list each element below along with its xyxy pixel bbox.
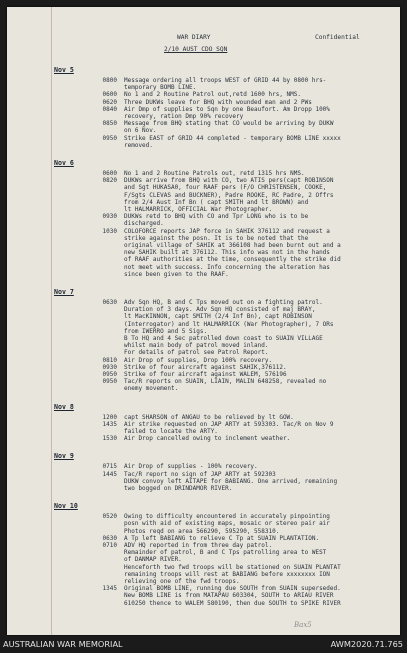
entry-text xyxy=(124,135,394,149)
entry-line: strike against the posn. It is to be noted that the xyxy=(124,234,309,242)
entry-line: lt MacKINNON, capt SMITH (2/4 Inf Bn), capt ROBINSON xyxy=(124,313,312,321)
initials-signature: Bax5 xyxy=(294,621,312,629)
entry-line: Tac/R reports on SUAIN, LIAIN, MALIN 648258, revealed no xyxy=(124,378,327,386)
entry-line: enemy movement. xyxy=(124,385,179,393)
entry-time: 0810 xyxy=(102,356,117,364)
entry-line: Strike of four aircraft against SAHIK,376112. xyxy=(124,363,287,371)
entry-line: B To HQ and 4 Sec patrolled down coast to SUAIN VILLAGE xyxy=(124,334,323,342)
entry-time: 0930 xyxy=(102,213,117,221)
entry-line: failed to locate the ARTY. xyxy=(124,427,218,435)
entry-time: 0950 xyxy=(102,378,117,386)
archive-footer xyxy=(0,636,407,653)
entry-date: Nov 6 xyxy=(54,159,74,167)
entry-text xyxy=(124,228,394,278)
entry-text xyxy=(124,585,394,607)
doc-type-heading: WAR DIARY xyxy=(177,34,211,41)
entry-line: Henceforth two fwd troops will be stationed on SUAIN PLANTAT xyxy=(124,563,341,571)
entry-line: Air Drop of supplies - 100% recovery. xyxy=(124,463,258,471)
entry-line: capt SHARSON of ANGAU to be relieved by lt GOW. xyxy=(124,413,294,421)
entry-text xyxy=(124,378,394,392)
archive-name: AUSTRALIAN WAR MEMORIAL xyxy=(3,639,123,649)
entry-text xyxy=(124,371,394,378)
entry-line: lt HALMARRICK, OFFICIAL War Photographer. xyxy=(124,205,273,213)
entry-line: DUKWs arrive from BHQ with CO, two ATIS pers(capt ROBINSON xyxy=(124,177,334,185)
entry-line: new SAHIK built at 376112. This info was not in the hands xyxy=(124,249,330,257)
entry-text xyxy=(124,364,394,371)
unit-heading: 2/10 AUST CDO SQN xyxy=(164,46,228,53)
entry-text xyxy=(124,421,394,435)
entry-line: A Tp left BABIANG to relieve C Tp at SUAIN PLANTATION. xyxy=(124,534,320,542)
entry-line: COLOFORCE reports JAP force in SAHIK 376112 and request a xyxy=(124,227,330,235)
entry-time: 0600 xyxy=(102,91,117,99)
entry-time: 0710 xyxy=(102,542,117,549)
entry-line: of RAAF authorities at the time, consequently the strike did xyxy=(124,256,341,264)
entry-text xyxy=(124,99,394,106)
entry-line: posn with aid of existing maps, mosaic or stereo pair air xyxy=(124,520,330,528)
entry-text xyxy=(124,357,394,364)
entry-time: 0930 xyxy=(102,363,117,371)
margin-rule xyxy=(51,7,52,635)
entry-date: Nov 7 xyxy=(54,288,74,296)
entry-line: 610250 thence to WALEM 580190, then due SOUTH to SPIKE RIVER xyxy=(124,599,341,607)
entry-time: 0520 xyxy=(102,513,117,521)
entry-time: 1445 xyxy=(102,470,117,478)
entry-time: 1435 xyxy=(102,420,117,428)
entry-line: Tac/R report no sign of JAP ARTY at 592303 xyxy=(124,470,276,478)
entry-line: Message from BHQ stating that CO would be arriving by DUKW xyxy=(124,120,334,128)
entry-text xyxy=(124,213,394,227)
entry-line: removed. xyxy=(124,141,153,149)
entry-text xyxy=(124,435,394,442)
entry-line: Message ordering all troops WEST of GRID 44 by 0800 hrs- xyxy=(124,77,327,84)
entry-line: DUKW convoy left AITAPE for BABIANG. One arrived, remaining xyxy=(124,477,338,485)
entry-text xyxy=(124,91,394,98)
entry-text xyxy=(124,170,394,177)
diary-page xyxy=(7,7,400,635)
entry-line: Three DUKWs leave for BHQ with wounded man and 2 PWs xyxy=(124,98,312,106)
entry-line: ADV HQ reported in from three day patrol. xyxy=(124,542,273,549)
entry-line: recovery, ration Dmp 90% recovery xyxy=(124,112,244,120)
entry-line: not meet with success. Info concerning the alteration has xyxy=(124,263,330,271)
entry-line: and Sgt HUKASA0, four RAAF pers (F/O CHRISTENSEN, COOKE, xyxy=(124,184,327,192)
entry-line: Original BOMB LINE, running due SOUTH from SUAIN superseded. xyxy=(124,585,341,593)
entry-time: 0715 xyxy=(102,463,117,471)
entry-line: Duration of 3 days. Adv Sqn HQ consisted of maj BRAY, xyxy=(124,306,316,314)
entry-line: Remainder of patrol, B and C Tps patrolling area to WEST xyxy=(124,549,327,557)
entry-text xyxy=(124,535,394,542)
entry-line: Air Drop of supplies, Drop 100% recovery. xyxy=(124,356,273,364)
entry-text xyxy=(124,463,394,470)
entry-time: 1200 xyxy=(102,413,117,421)
entry-time: 1345 xyxy=(102,585,117,593)
entry-line: Air Dmp of supplies to Sqn by one Beaufort. Am Dropp 100% xyxy=(124,105,330,113)
entry-time: 0600 xyxy=(102,170,117,177)
entry-line: from IWERRO and 5 Sigs. xyxy=(124,327,208,335)
entry-line: Strike EAST of GRID 44 completed - temporary BOMB LINE xxxxx xyxy=(124,134,341,142)
entry-time: 0620 xyxy=(102,98,117,106)
entry-text xyxy=(124,106,394,120)
entry-line: F/Sgts CLEVAS and BUCKNER), Padre ROOKE, RC Padre, 2 Offrs xyxy=(124,191,334,199)
entry-date: Nov 9 xyxy=(54,452,74,461)
entry-line: DUKWs retd to BHQ with CO and Tpr LONG who is to be xyxy=(124,213,309,221)
entry-line: (Interrogator) and lt HALMARRICK (War Photographer), 7 ORs xyxy=(124,320,334,328)
entry-time: 1030 xyxy=(102,227,117,235)
classification-label: Confidential xyxy=(315,34,360,41)
entry-line: Strike of four aircraft against WALEM, 576196 xyxy=(124,371,287,378)
entry-line: two bogged on DRINDAMOR RIVER. xyxy=(124,484,233,492)
entry-time: 0800 xyxy=(102,77,117,84)
entry-time: 0850 xyxy=(102,120,117,128)
entry-date: Nov 8 xyxy=(54,402,74,411)
entry-time: 0950 xyxy=(102,134,117,142)
entry-text xyxy=(124,542,394,585)
entry-line: No 1 and 2 Routine Patrol out,retd 1600 hrs, NMS. xyxy=(124,91,302,99)
entry-time: 1530 xyxy=(102,435,117,443)
entry-text xyxy=(124,77,394,91)
entry-line: since been given to the RAAF. xyxy=(124,270,229,278)
entry-line: Air Drop cancelled owing to inclement weather. xyxy=(124,435,291,443)
entry-line: New BOMB LINE is from MATAPAU 603304, SOUTH to ARIAU RIVER xyxy=(124,592,334,600)
entry-line: from 2/4 Aust Inf Bn ( capt SMITH and lt BROWN) and xyxy=(124,198,309,206)
entry-line: whilst main body of patrol moved inland. xyxy=(124,342,269,350)
entry-line: Owing to difficulty encountered in accurately pinpointing xyxy=(124,513,330,521)
entry-time: 0950 xyxy=(102,371,117,378)
entry-line: Photos reqd on area 566290, 595290, 558310. xyxy=(124,527,280,535)
entry-time: 0630 xyxy=(102,534,117,542)
entry-time: 0820 xyxy=(102,177,117,185)
entry-time: 0840 xyxy=(102,105,117,113)
entry-text xyxy=(124,120,394,134)
entry-line: of DANMAP RIVER. xyxy=(124,556,182,564)
entry-line: original village of SAHIK at 366108 had been burnt out and a xyxy=(124,241,341,249)
entry-line: No 1 and 2 Routine Patrols out, retd 1315 hrs NMS. xyxy=(124,170,305,177)
archive-reference: AWM2020.71.765 xyxy=(330,639,403,649)
entry-line: discharged. xyxy=(124,220,164,228)
entry-text xyxy=(124,414,394,421)
entry-date: Nov 5 xyxy=(54,66,74,74)
entry-text xyxy=(124,513,394,535)
entry-text xyxy=(124,299,394,357)
entry-date: Nov 10 xyxy=(54,502,78,511)
entry-text xyxy=(124,471,394,493)
entry-line: temporary BOMB LINE. xyxy=(124,84,197,92)
entry-line: on 6 Nov. xyxy=(124,127,157,135)
entry-line: remaining troops will rest at BABIANG before xxxxxxxx ION xyxy=(124,570,330,578)
entry-line: relieving one of the fwd troops. xyxy=(124,577,240,585)
entry-time: 0630 xyxy=(102,299,117,306)
entry-text xyxy=(124,177,394,213)
entry-line: For details of patrol see Patrol Report. xyxy=(124,349,269,357)
entry-line: Adv Sqn HQ, B and C Tps moved out on a fighting patrol. xyxy=(124,299,323,306)
entry-line: Air strike requested on JAP ARTY at 593303. Tac/R on Nov 9 xyxy=(124,420,334,428)
